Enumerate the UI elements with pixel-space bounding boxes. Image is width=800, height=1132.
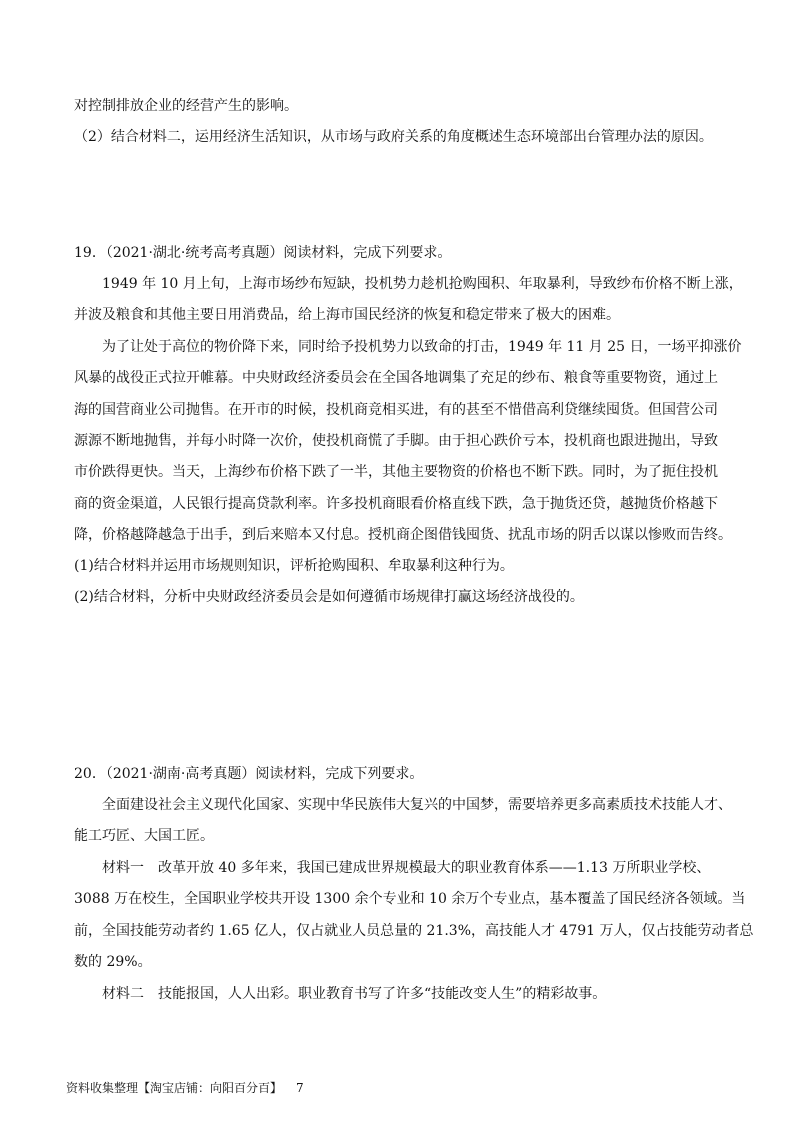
q19-para1-line: 1949 年 10 月上旬，上海市场纱布短缺，投机势力趁机抢购囤积、年取暴利，导致纱布价格不断上涨， [102, 276, 743, 292]
q19-subquestion-1: (1)结合材料并运用市场规则知识，评析抢购囤积、牟取暴利这种行为。 [74, 558, 514, 574]
footer-source: 资料收集整理【淘宝店铺：向阳百分百】 [66, 1081, 283, 1095]
q19-para2-line: 风暴的战役正式拉开帷幕。中央财政经济委员会在全国各地调集了充足的纱布、粮食等重要物资，通过上 [74, 370, 718, 386]
q19-subquestion-2: (2)结合材料，分析中央财政经济委员会是如何遵循市场规律打赢这场经济战役的。 [74, 589, 584, 605]
prev-question-part-2: （2）结合材料二，运用经济生活知识，从市场与政府关系的角度概述生态环境部出台管理办法的原因。 [74, 129, 713, 145]
prev-question-text: 对控制排放企业的经营产生的影响。 [74, 98, 298, 114]
q19-para2-line: 源源不断地抛售，并每小时降一次价，使投机商慌了手脚。由于担心跌价亏本，投机商也跟进抛出，导致 [74, 433, 718, 449]
q19-para2-line: 市价跌得更快。当天，上海纱布价格下跌了一半，其他主要物资的价格也不断下跌。同时，为了扼住投机 [74, 464, 718, 480]
q19-para1-line: 并波及粮食和其他主要日用消费品，给上海市国民经济的恢复和稳定带来了极大的困难。 [74, 307, 620, 323]
q20-material1-line: 材料一 改革开放 40 多年来，我国已建成世界规模最大的职业教育体系——1.13 万所职业学校、 [102, 860, 711, 876]
q19-para2-line: 海的国营商业公司抛售。在开市的时候，投机商竞相买进，有的甚至不惜借高利贷继续囤货。但国营公司 [74, 402, 718, 418]
q20-material1-line: 前，全国技能劳动者约 1.65 亿人，仅占就业人员总量的 21.3%，高技能人才 4791 万人，仅占技能劳动者总 [74, 923, 754, 939]
q19-para2-line: 降，价格越降越急于出手，到后来赔本又付息。授机商企图借钱囤货、扰乱市场的阴舌以谋以惨败而告终。 [74, 527, 732, 543]
q20-material2: 材料二 技能报国，人人出彩。职业教育书写了许多“技能改变人生”的精彩故事。 [102, 986, 607, 1002]
q20-material1-line: 数的 29%。 [74, 954, 152, 970]
q20-intro-line: 全面建设社会主义现代化国家、实现中华民族伟大复兴的中国梦，需要培养更多高素质技术技能人才、 [102, 797, 732, 813]
page-number: 7 [296, 1081, 304, 1095]
q19-header: 19．（2021·湖北·统考高考真题）阅读材料，完成下列要求。 [74, 245, 452, 261]
q19-para2-line: 商的资金渠道，人民银行提高贷款利率。许多投机商眼看价格直线下跌，急于抛货还贷，越抛货价格越下 [74, 496, 718, 512]
page-footer [66, 1080, 318, 1096]
q20-header: 20．（2021·湖南·高考真题）阅读材料，完成下列要求。 [74, 766, 424, 782]
q19-para2-line: 为了让处于高位的物价降下来，同时给予投机势力以致命的打击，1949 年 11 月 25 日，一场平抑涨价 [102, 339, 742, 355]
q20-intro-line: 能工巧匠、大国工匠。 [74, 828, 214, 844]
q20-material1-line: 3088 万在校生，全国职业学校共开设 1300 余个专业和 10 余万个专业点，基本覆盖了国民经济各领域。当 [74, 891, 746, 907]
